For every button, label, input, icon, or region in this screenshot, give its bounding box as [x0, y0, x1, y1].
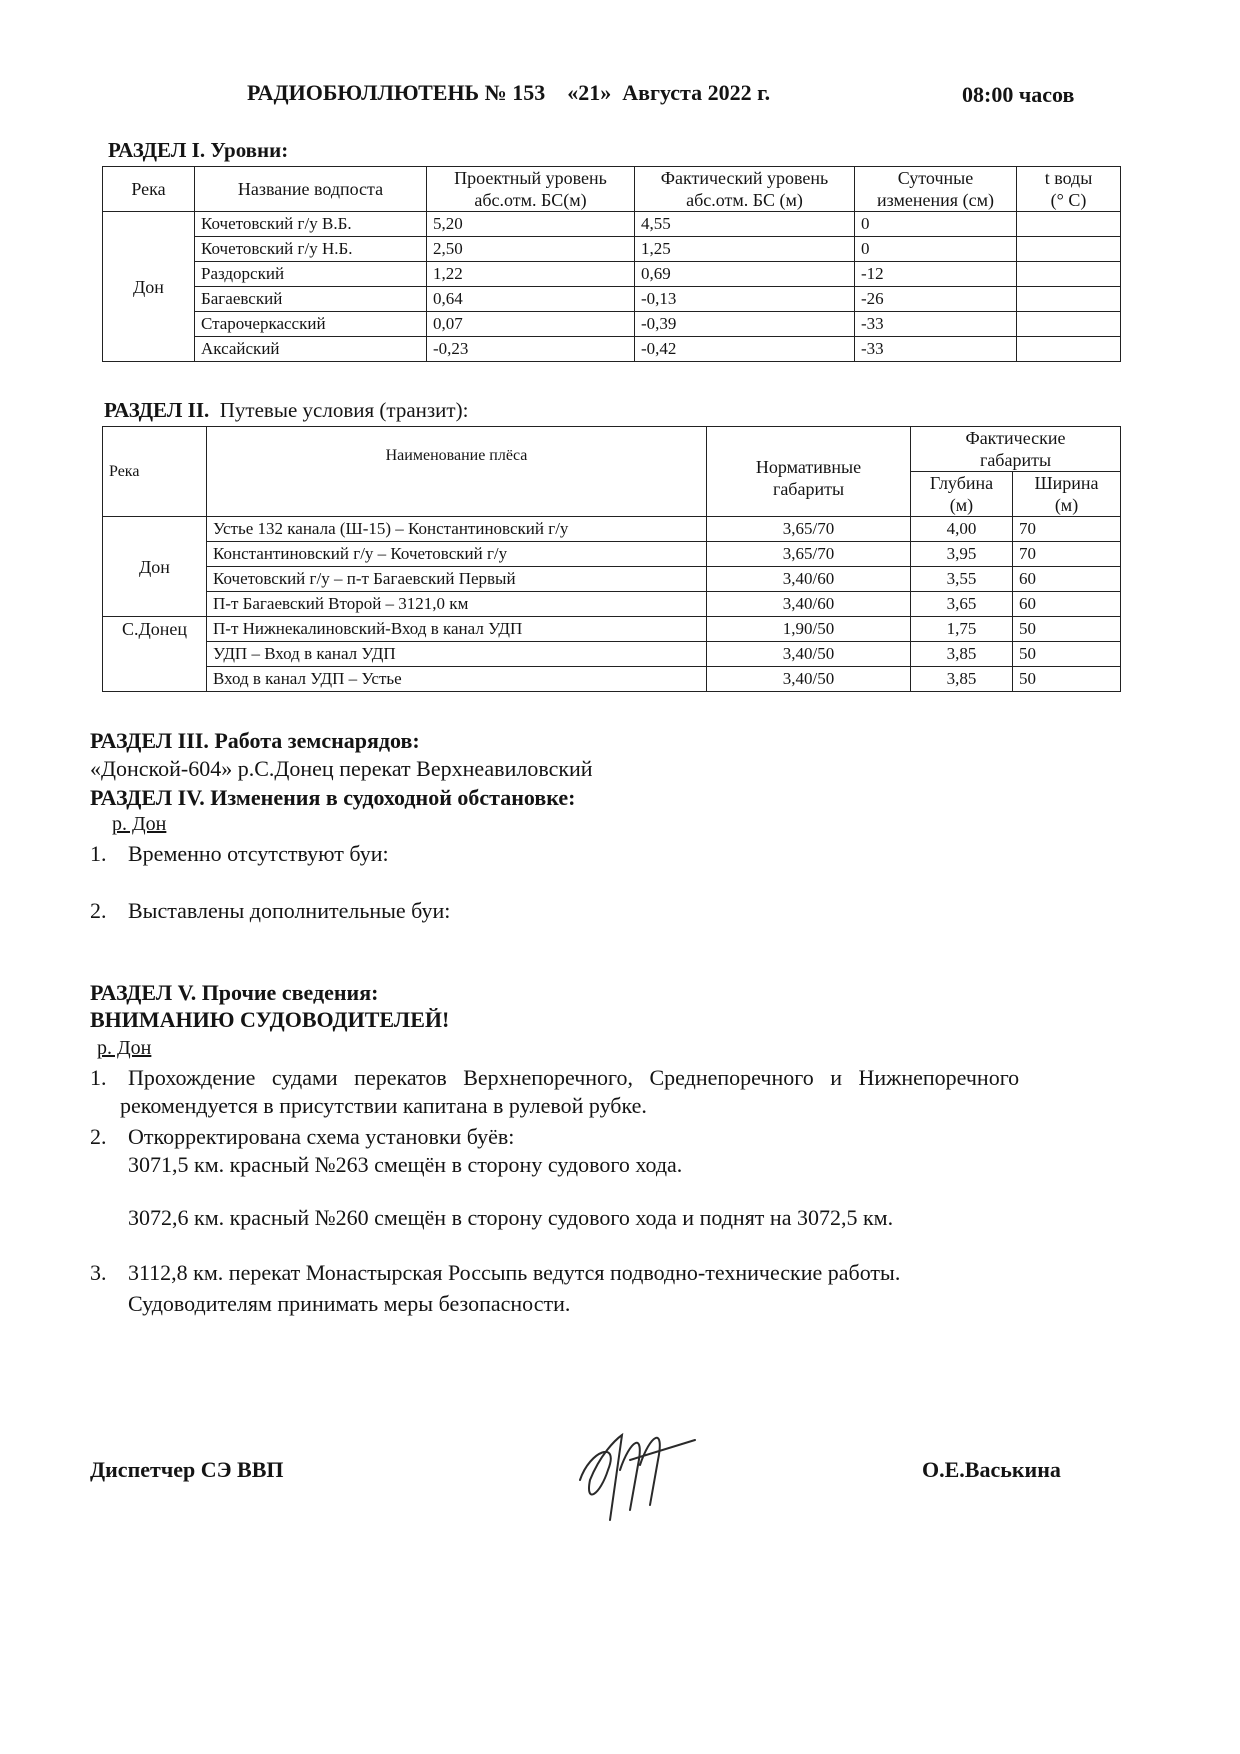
table-row — [103, 542, 1121, 567]
col-width: Ширина (м) — [1013, 472, 1121, 517]
post-name: Кочетовский г/у Н.Б. — [195, 237, 427, 262]
actual-depth: 3,55 — [911, 567, 1013, 592]
section4-title: РАЗДЕЛ IV. Изменения в судоходной обстановке: — [90, 785, 576, 810]
bulletin-time: 08:00 часов — [962, 82, 1075, 107]
section2-title-label: РАЗДЕЛ II. — [104, 398, 210, 422]
daily-change: 0 — [855, 212, 1017, 237]
fact-level: -0,39 — [635, 312, 855, 337]
dredger-info: «Донской-604» р.С.Донец перекат Верхнеавиловский — [90, 756, 593, 781]
normative-dims: 1,90/50 — [707, 617, 911, 642]
actual-depth: 1,75 — [911, 617, 1013, 642]
river-cell: Дон — [103, 212, 195, 362]
normative-dims: 3,65/70 — [707, 542, 911, 567]
post-name: Багаевский — [195, 287, 427, 312]
fact-level: 0,69 — [635, 262, 855, 287]
list-item-continuation: 3072,6 км. красный №260 смещён в сторону судового хода и поднят на 3072,5 км. — [128, 1205, 894, 1230]
list-item: 3. 3112,8 км. перекат Монастырская Россыпь ведутся подводно-технические работы. — [90, 1260, 901, 1285]
water-temp — [1017, 337, 1121, 362]
table-row — [103, 667, 1121, 692]
signature-image — [560, 1410, 700, 1530]
project-level: 2,50 — [427, 237, 635, 262]
normative-dims: 3,65/70 — [707, 517, 911, 542]
section5-title: РАЗДЕЛ V. Прочие сведения: — [90, 980, 379, 1005]
table-row — [103, 312, 1121, 337]
water-temp — [1017, 262, 1121, 287]
dispatcher-position: Диспетчер СЭ ВВП — [90, 1457, 284, 1482]
reach-name: Вход в канал УДП – Устье — [207, 667, 707, 692]
fact-level: 4,55 — [635, 212, 855, 237]
project-level: 1,22 — [427, 262, 635, 287]
river-cell: Дон — [103, 517, 207, 617]
table-row — [103, 517, 1121, 542]
table-row — [103, 642, 1121, 667]
col-daily-change: Суточные изменения (см) — [855, 167, 1017, 212]
section4-river: р. Дон — [112, 813, 167, 835]
normative-dims: 3,40/50 — [707, 667, 911, 692]
reach-name: Кочетовский г/у – п-т Багаевский Первый — [207, 567, 707, 592]
post-name: Раздорский — [195, 262, 427, 287]
project-level: 0,07 — [427, 312, 635, 337]
daily-change: -26 — [855, 287, 1017, 312]
post-name: Аксайский — [195, 337, 427, 362]
transit-table — [102, 426, 1121, 692]
col-water-temp: t воды (° С) — [1017, 167, 1121, 212]
normative-dims: 3,40/50 — [707, 642, 911, 667]
water-temp — [1017, 237, 1121, 262]
reach-name: П-т Багаевский Второй – 3121,0 км — [207, 592, 707, 617]
table-row — [103, 237, 1121, 262]
reach-name: Константиновский г/у – Кочетовский г/у — [207, 542, 707, 567]
table-row — [103, 212, 1121, 237]
section5-river: р. Дон — [97, 1037, 152, 1059]
actual-depth: 3,95 — [911, 542, 1013, 567]
actual-depth: 3,65 — [911, 592, 1013, 617]
section1-title: РАЗДЕЛ I. Уровни: — [108, 138, 289, 162]
daily-change: -33 — [855, 312, 1017, 337]
daily-change: -12 — [855, 262, 1017, 287]
fact-level: -0,13 — [635, 287, 855, 312]
post-name: Старочеркасский — [195, 312, 427, 337]
fact-level: 1,25 — [635, 237, 855, 262]
col-river: Река — [103, 427, 207, 517]
actual-depth: 4,00 — [911, 517, 1013, 542]
table-row — [103, 262, 1121, 287]
bulletin-title: РАДИОБЮЛЛЮТЕНЬ № 153 «21» Августа 2022 г. — [247, 80, 771, 105]
levels-header-row — [103, 167, 1121, 212]
list-item-continuation: Судоводителям принимать меры безопасности. — [128, 1291, 571, 1316]
col-fact-level: Фактический уровень абс.отм. БС (м) — [635, 167, 855, 212]
table-row — [103, 567, 1121, 592]
dispatcher-name: О.Е.Васькина — [922, 1457, 1061, 1482]
section2-title-text: Путевые условия (транзит): — [219, 398, 469, 422]
normative-dims: 3,40/60 — [707, 567, 911, 592]
col-normative: Нормативные габариты — [707, 427, 911, 517]
attention-heading: ВНИМАНИЮ СУДОВОДИТЕЛЕЙ! — [90, 1007, 450, 1032]
list-item: 2. Откорректирована схема установки буёв: — [90, 1124, 515, 1149]
col-reach-name: Наименование плёса — [207, 427, 707, 517]
daily-change: 0 — [855, 237, 1017, 262]
table-row — [103, 617, 1121, 642]
transit-header-row — [103, 427, 1121, 472]
reach-name: П-т Нижнекалиновский-Вход в канал УДП — [207, 617, 707, 642]
post-name: Кочетовский г/у В.Б. — [195, 212, 427, 237]
list-item: 1. Прохождение судами перекатов Верхнепоречного, Среднепоречного и Нижнепоречного — [90, 1065, 1020, 1090]
list-item-continuation: рекомендуется в присутствии капитана в рулевой рубке. — [120, 1093, 647, 1118]
table-row — [103, 337, 1121, 362]
project-level: 5,20 — [427, 212, 635, 237]
reach-name: Устье 132 канала (Ш-15) – Константиновский г/у — [207, 517, 707, 542]
river-cell: С.Донец — [103, 617, 207, 692]
col-actual: Фактические габариты — [911, 427, 1121, 472]
col-river: Река — [103, 167, 195, 212]
project-level: -0,23 — [427, 337, 635, 362]
list-item: 1. Временно отсутствуют буи: — [90, 841, 389, 866]
actual-depth: 3,85 — [911, 667, 1013, 692]
actual-width: 50 — [1013, 617, 1121, 642]
actual-width: 70 — [1013, 542, 1121, 567]
reach-name: УДП – Вход в канал УДП — [207, 642, 707, 667]
water-temp — [1017, 212, 1121, 237]
daily-change: -33 — [855, 337, 1017, 362]
section2-title — [104, 398, 468, 423]
actual-width: 60 — [1013, 567, 1121, 592]
water-temp — [1017, 312, 1121, 337]
col-project-level: Проектный уровень абс.отм. БС(м) — [427, 167, 635, 212]
section3-title: РАЗДЕЛ III. Работа земснарядов: — [90, 728, 420, 753]
actual-depth: 3,85 — [911, 642, 1013, 667]
normative-dims: 3,40/60 — [707, 592, 911, 617]
col-depth: Глубина (м) — [911, 472, 1013, 517]
list-item-continuation: 3071,5 км. красный №263 смещён в сторону судового хода. — [128, 1152, 683, 1177]
table-row — [103, 287, 1121, 312]
col-post: Название водпоста — [195, 167, 427, 212]
table-row — [103, 592, 1121, 617]
project-level: 0,64 — [427, 287, 635, 312]
fact-level: -0,42 — [635, 337, 855, 362]
list-item: 2. Выставлены дополнительные буи: — [90, 898, 451, 923]
actual-width: 50 — [1013, 667, 1121, 692]
levels-table — [102, 166, 1121, 362]
actual-width: 50 — [1013, 642, 1121, 667]
water-temp — [1017, 287, 1121, 312]
actual-width: 60 — [1013, 592, 1121, 617]
actual-width: 70 — [1013, 517, 1121, 542]
